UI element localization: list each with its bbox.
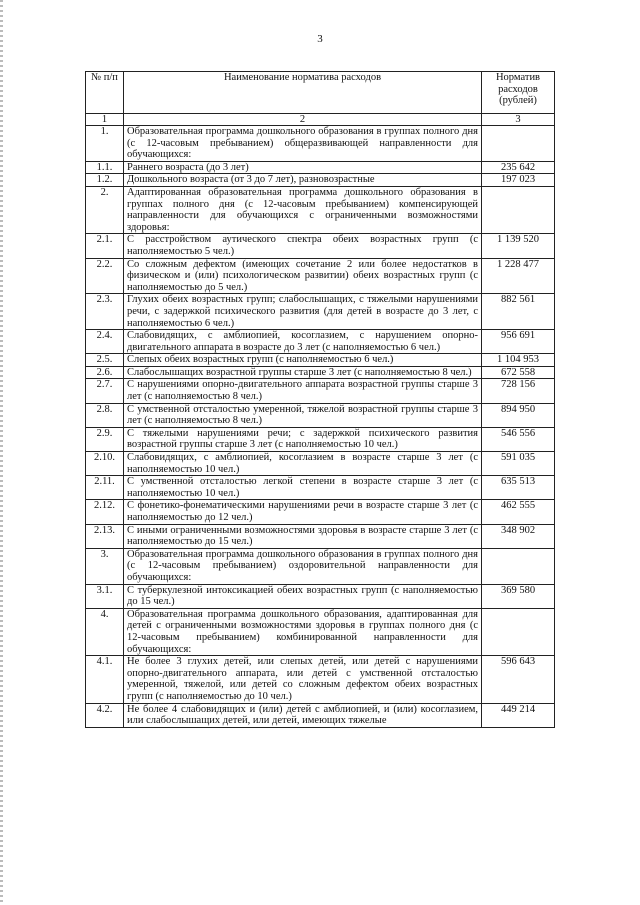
row-number: 2.10. [86,452,124,476]
row-value: 894 950 [482,403,555,427]
row-value: 369 580 [482,584,555,608]
row-name: Со сложным дефектом (имеющих сочетание 2 или более недостатков в физическом и (или) психологическом развитии) обеих возрастных групп (с наполняемостью до 5 чел.) [124,258,482,294]
row-name: Образовательная программа дошкольного образования в группах полного дня (с 12-часовым пребыванием) оздоровительной направленности для обучающихся: [124,548,482,584]
column-numbers-row [86,114,555,126]
table-row [86,161,555,174]
row-number: 2.1. [86,234,124,258]
row-value [482,548,555,584]
row-value: 449 214 [482,703,555,727]
colnum-2: 2 [124,114,482,126]
row-number: 2.13. [86,524,124,548]
colnum-3: 3 [482,114,555,126]
row-number: 2.12. [86,500,124,524]
table-row [86,294,555,330]
row-number: 3. [86,548,124,584]
row-value: 1 139 520 [482,234,555,258]
row-name: С расстройством аутического спектра обеих возрастных групп (с наполняемостью 5 чел.) [124,234,482,258]
table-row [86,403,555,427]
row-value [482,608,555,655]
row-value: 882 561 [482,294,555,330]
row-name: С умственной отсталостью умеренной, тяжелой возрастной группы старше 3 лет (с наполняемостью 8 чел.) [124,403,482,427]
colnum-1: 1 [86,114,124,126]
row-value: 348 902 [482,524,555,548]
row-value: 635 513 [482,476,555,500]
row-value: 1 104 953 [482,354,555,367]
row-number: 2.7. [86,379,124,403]
row-value: 197 023 [482,174,555,187]
row-name: Дошкольного возраста (от 3 до 7 лет), разновозрастные [124,174,482,187]
row-number: 2.8. [86,403,124,427]
row-value: 728 156 [482,379,555,403]
row-number: 2.9. [86,427,124,451]
row-name: С туберкулезной интоксикацией обеих возрастных групп (с наполняемостью до 15 чел.) [124,584,482,608]
table-row [86,186,555,233]
norms-table [85,71,555,728]
row-number: 2.6. [86,366,124,379]
row-value: 1 228 477 [482,258,555,294]
row-name: Слабовидящих, с амблиопией, косоглазием в возрасте старше 3 лет (с наполняемостью 10 чел.) [124,452,482,476]
row-number: 2.5. [86,354,124,367]
table-body [86,126,555,728]
table-row [86,452,555,476]
row-number: 2.4. [86,330,124,354]
row-number: 4.2. [86,703,124,727]
header-num: № п/п [86,72,124,114]
row-value: 591 035 [482,452,555,476]
table-row [86,366,555,379]
row-number: 1.1. [86,161,124,174]
table-row [86,548,555,584]
table-row [86,500,555,524]
row-value [482,186,555,233]
row-value: 462 555 [482,500,555,524]
table-header-row [86,72,555,114]
table-row [86,584,555,608]
row-value [482,126,555,162]
header-norm: Норматив расходов (рублей) [482,72,555,114]
row-name: Образовательная программа дошкольного образования, адаптированная для детей с ограниченными возможностями здоровья в группах полного дня (с 12-часовым пребыванием) комбинированной направленности для обучающихся: [124,608,482,655]
row-name: С фонетико-фонематическими нарушениями речи в возрасте старше 3 лет (с наполняемостью до 12 чел.) [124,500,482,524]
table-row [86,330,555,354]
row-name: Раннего возраста (до 3 лет) [124,161,482,174]
table-row [86,174,555,187]
table-row [86,427,555,451]
row-name: Образовательная программа дошкольного образования в группах полного дня (с 12-часовым пребыванием) общеразвивающей направленности для обучающихся: [124,126,482,162]
row-number: 4.1. [86,656,124,703]
row-number: 2.11. [86,476,124,500]
table-row [86,703,555,727]
row-number: 2. [86,186,124,233]
row-number: 4. [86,608,124,655]
row-name: Слабовидящих, с амблиопией, косоглазием, с нарушением опорно-двигательного аппарата в возрасте до 3 лет (с наполняемостью 6 чел.) [124,330,482,354]
row-name: С умственной отсталостью легкой степени в возрасте старше 3 лет (с наполняемостью 10 чел.) [124,476,482,500]
table-row [86,379,555,403]
row-value: 546 556 [482,427,555,451]
table-row [86,354,555,367]
page-edge [0,0,3,905]
row-name: Слабослышащих возрастной группы старше 3 лет (с наполняемостью 8 чел.) [124,366,482,379]
row-number: 3.1. [86,584,124,608]
table-row [86,524,555,548]
row-name: Адаптированная образовательная программа дошкольного образования в группах полного дня (с 12-часовым пребыванием) компенсирующей направленности для обучающихся с ограниченными возможностями здоровья: [124,186,482,233]
row-number: 2.3. [86,294,124,330]
row-value: 956 691 [482,330,555,354]
row-name: С иными ограниченными возможностями здоровья в возрасте старше 3 лет (с наполняемостью до 15 чел.) [124,524,482,548]
row-name: Не более 3 глухих детей, или слепых детей, или детей с нарушениями опорно-двигательного аппарата, или детей с умственной отсталостью умеренной, тяжелой, или детей со сложным дефектом обеих возрастных групп (с наполняемостью до 10 чел.) [124,656,482,703]
table-row [86,476,555,500]
row-value: 235 642 [482,161,555,174]
row-name: С тяжелыми нарушениями речи; с задержкой психического развития возрастной группы старше 3 лет (с наполняемостью 10 чел.) [124,427,482,451]
row-number: 1.2. [86,174,124,187]
table-row [86,258,555,294]
row-value: 596 643 [482,656,555,703]
table-row [86,656,555,703]
table-row [86,608,555,655]
row-name: Слепых обеих возрастных групп (с наполняемостью 6 чел.) [124,354,482,367]
row-name: Глухих обеих возрастных групп; слабослышащих, с тяжелыми нарушениями речи, с задержкой психического развития (для детей в возрасте до 3 лет, с наполняемостью 6 чел.) [124,294,482,330]
row-number: 2.2. [86,258,124,294]
table-row [86,126,555,162]
row-value: 672 558 [482,366,555,379]
row-number: 1. [86,126,124,162]
header-name: Наименование норматива расходов [124,72,482,114]
table-row [86,234,555,258]
row-name: Не более 4 слабовидящих и (или) детей с амблиопией, и (или) косоглазием, или слабослышащих детей, или детей, имеющих тяжелые [124,703,482,727]
row-name: С нарушениями опорно-двигательного аппарата возрастной группы старше 3 лет (с наполняемостью 8 чел.) [124,379,482,403]
page-number: 3 [317,33,323,45]
